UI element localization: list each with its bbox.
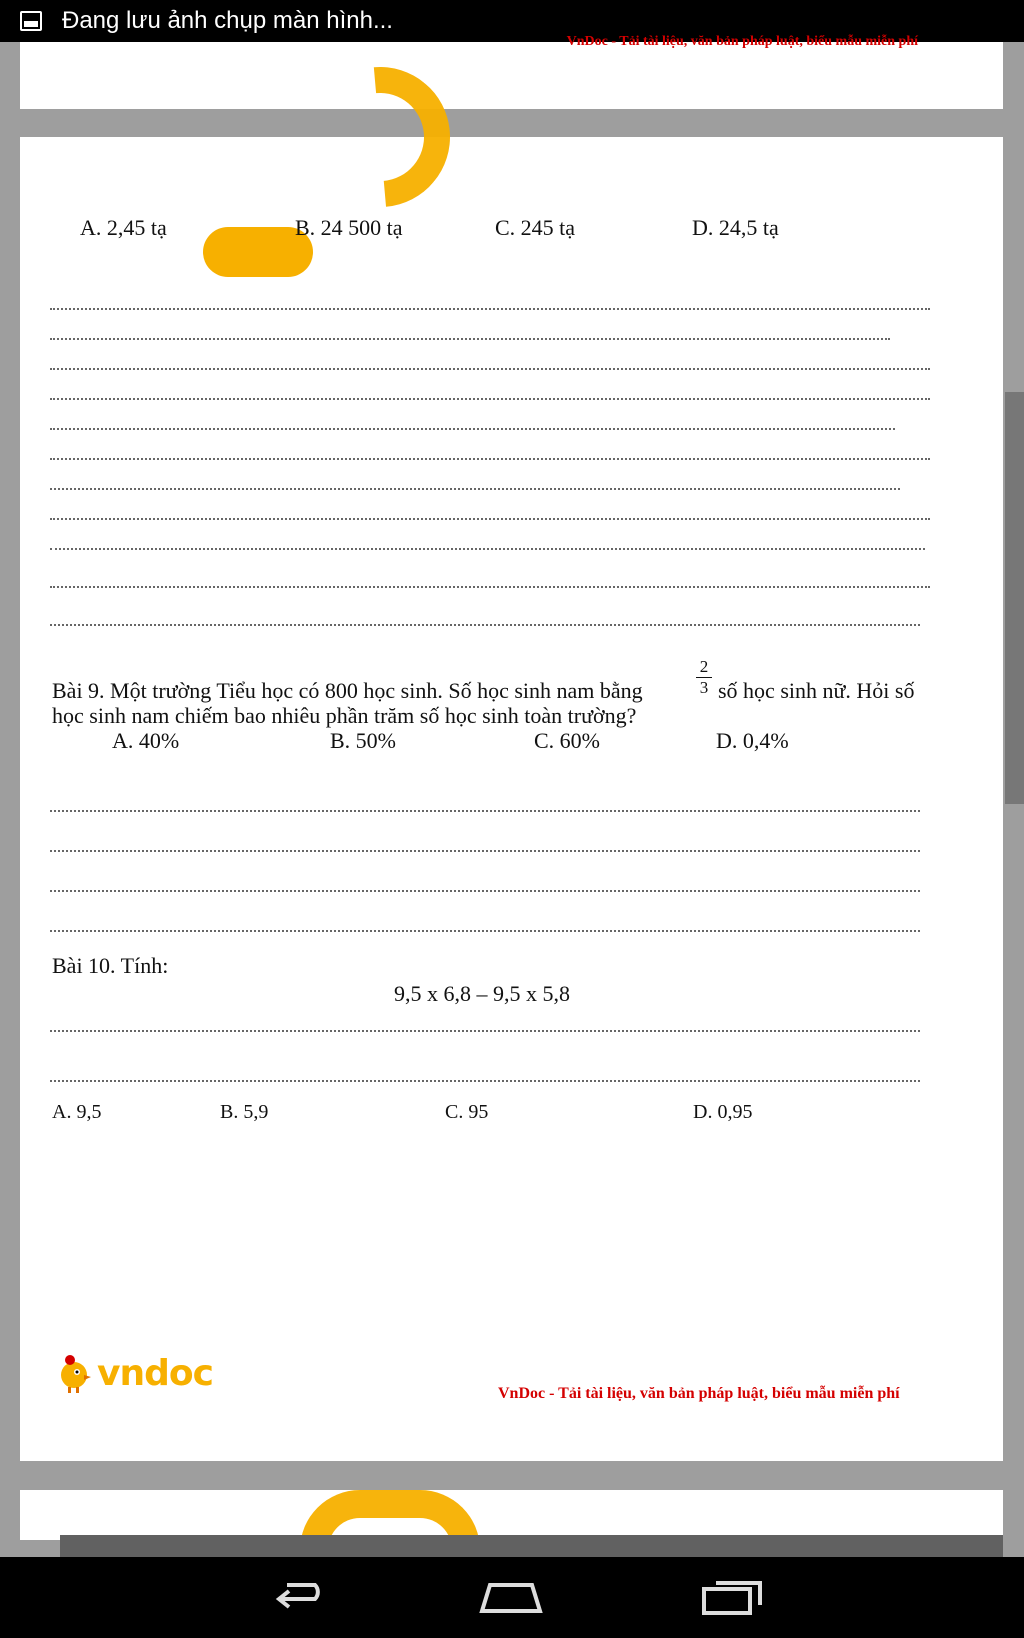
- bai9-option-a: A. 40%: [112, 728, 180, 753]
- answer-line: [50, 308, 930, 310]
- answer-line: [50, 890, 920, 892]
- answer-line: [50, 428, 895, 430]
- bai9-question-line1-tail: số học sinh nữ. Hỏi số: [718, 678, 915, 703]
- recent-apps-icon[interactable]: [700, 1577, 770, 1617]
- bai8-option-a: A. 2,45 tạ: [80, 215, 167, 240]
- answer-line: [50, 368, 930, 370]
- answer-line: [50, 458, 930, 460]
- fraction-two-thirds: [696, 657, 712, 698]
- answer-line: [50, 488, 900, 490]
- fraction-denominator: 3: [696, 677, 712, 698]
- bai8-option-c: C. 245 tạ: [495, 215, 576, 240]
- bai9-option-b: B. 50%: [330, 728, 396, 753]
- status-text: Đang lưu ảnh chụp màn hình...: [62, 7, 393, 34]
- answer-line: [50, 850, 920, 852]
- vertical-scrollbar[interactable]: [1005, 392, 1024, 804]
- bai10-option-b: B. 5,9: [220, 1101, 269, 1123]
- answer-line: [50, 810, 920, 812]
- logo-text: vndoc: [97, 1352, 213, 1394]
- fraction-numerator: 2: [699, 657, 709, 676]
- answer-line: [50, 624, 920, 626]
- bai10-expression: 9,5 x 6,8 – 9,5 x 5,8: [394, 981, 570, 1006]
- bai10-option-d: D. 0,95: [693, 1101, 753, 1123]
- next-page: [20, 1490, 1003, 1540]
- answer-line: [50, 930, 920, 932]
- chick-mascot-icon: [55, 1353, 93, 1393]
- answer-line: [50, 338, 890, 340]
- watermark-logo: [300, 1490, 480, 1540]
- bai9-option-d: D. 0,4%: [716, 728, 789, 753]
- bai10-option-a: A. 9,5: [52, 1101, 102, 1123]
- answer-line: [50, 398, 930, 400]
- back-icon[interactable]: [265, 1577, 335, 1617]
- bai9-option-c: C. 60%: [534, 728, 600, 753]
- answer-line: [50, 586, 930, 588]
- image-icon: [20, 11, 42, 31]
- bai8-option-b: B. 24 500 tạ: [295, 215, 403, 240]
- bai9-question-line1: Bài 9. Một trường Tiểu học có 800 học sinh. Số học sinh nam bằng: [52, 678, 643, 703]
- answer-line: [50, 1080, 920, 1082]
- home-icon[interactable]: [476, 1577, 546, 1617]
- bai9-question-line2: học sinh nam chiếm bao nhiêu phần trăm số học sinh toàn trường?: [52, 703, 637, 728]
- bai10-title: Bài 10. Tính:: [52, 953, 169, 978]
- navigation-bar: [0, 1557, 1024, 1638]
- answer-line: [50, 518, 930, 520]
- bai8-option-d: D. 24,5 tạ: [692, 215, 779, 240]
- document-page: [20, 137, 1003, 1461]
- answer-line: [50, 548, 925, 550]
- bai10-option-c: C. 95: [445, 1101, 489, 1123]
- horizontal-scrollbar[interactable]: [60, 1535, 1003, 1557]
- header-tagline: VnDoc - Tải tài liệu, văn bản pháp luật, biểu mẫu miễn phí: [566, 34, 918, 49]
- previous-page: [20, 34, 1003, 109]
- vndoc-logo: [55, 1352, 213, 1394]
- footer-tagline: VnDoc - Tải tài liệu, văn bản pháp luật, biểu mẫu miễn phí: [498, 1385, 900, 1402]
- answer-line: [50, 1030, 920, 1032]
